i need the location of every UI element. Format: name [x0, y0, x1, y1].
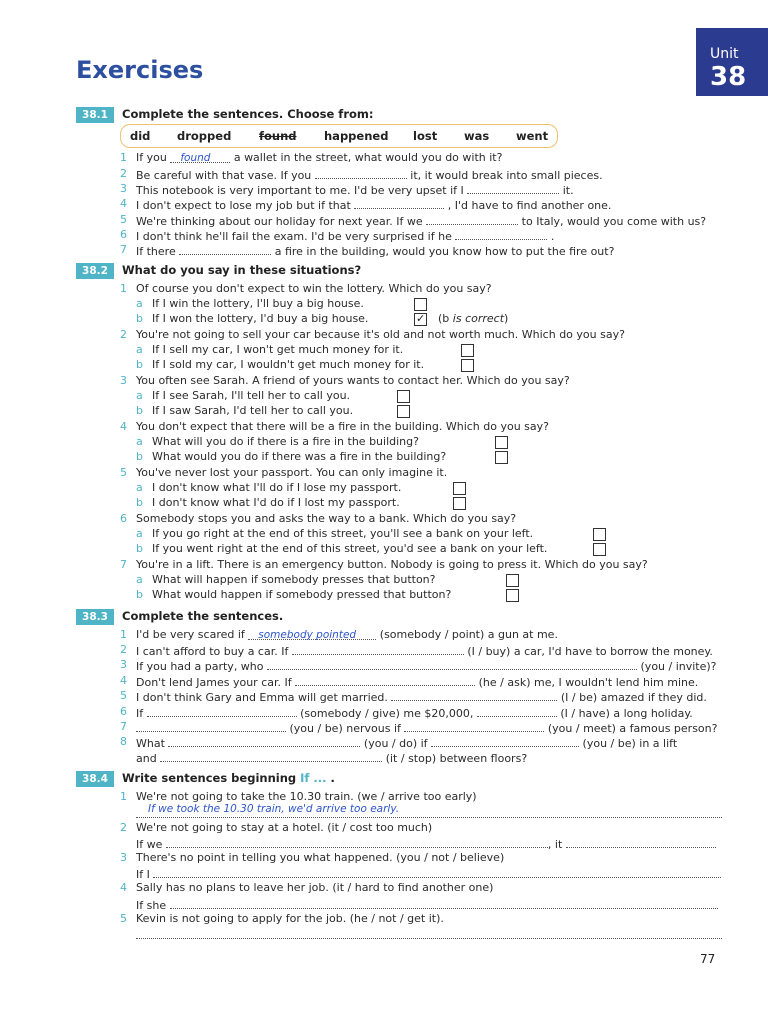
answer-blank[interactable] [160, 750, 382, 762]
option-letter: b [136, 450, 143, 463]
option-text: What will you do if there is a fire in the building? [152, 435, 419, 448]
item-text: If you [136, 151, 167, 164]
answer-checkbox[interactable] [453, 497, 466, 510]
section-badge: 38.3 [76, 609, 114, 625]
answer-line[interactable] [136, 930, 722, 939]
item-number: 2 [120, 328, 127, 341]
item-text: If [136, 707, 144, 720]
section-badge: 38.1 [76, 107, 114, 123]
item-text: it. [562, 184, 574, 197]
item-text: I don't expect to lose my job but if that [136, 199, 351, 212]
item-number: 2 [120, 167, 127, 180]
item-number: 5 [120, 689, 127, 702]
item-number: 7 [120, 243, 127, 256]
answer-blank[interactable] [153, 866, 721, 878]
option-text: What would happen if somebody pressed that button? [152, 588, 452, 601]
option-text: If I won the lottery, I'd buy a big house. [152, 312, 369, 325]
item-text: a fire in the building, would you know how to put the fire out? [274, 245, 615, 258]
item-number: 4 [120, 674, 127, 687]
item-text: I'd be very scared if [136, 628, 245, 641]
answer-blank[interactable] [315, 167, 407, 179]
item-number: 5 [120, 912, 127, 925]
answer-start: If we [136, 838, 163, 851]
answer-start: If she [136, 899, 167, 912]
item-text: We're not going to stay at a hotel. (it / cost too much) [136, 821, 433, 834]
item-text: Kevin is not going to apply for the job. (he / not / get it). [136, 912, 444, 925]
answer-note [438, 312, 508, 325]
answer-blank[interactable] [431, 735, 579, 747]
page-title: Exercises [76, 56, 204, 84]
item-text: There's no point in telling you what happened. (you / not / believe) [136, 851, 505, 864]
item-text: . [550, 230, 555, 243]
item-text: (he / ask) me, I wouldn't lend him mine. [478, 676, 699, 689]
item-text: (I / buy) a car, I'd have to borrow the money. [467, 645, 713, 658]
item-number: 4 [120, 420, 127, 433]
option-text: If I see Sarah, I'll tell her to call you. [152, 389, 351, 402]
item-text: a wallet in the street, what would you do with it? [233, 151, 503, 164]
option-letter: a [136, 435, 143, 448]
answer-checkbox[interactable] [495, 436, 508, 449]
unit-number: 38 [710, 62, 747, 92]
answer-blank[interactable] [354, 197, 444, 209]
item-number: 6 [120, 228, 127, 241]
item-text: You often see Sarah. A friend of yours wants to contact her. Which do you say? [136, 374, 570, 387]
choice-word: lost [413, 129, 438, 143]
section-title: Complete the sentences. Choose from: [122, 107, 374, 121]
answer-mid: , it [547, 838, 563, 851]
section-title: Write sentences beginning If ... . [122, 771, 335, 785]
answer-blank[interactable] [168, 735, 360, 747]
item-number: 1 [120, 628, 127, 641]
option-letter: a [136, 297, 143, 310]
item-text: Don't lend James your car. If [136, 676, 292, 689]
item-number: 3 [120, 658, 127, 671]
option-letter: b [136, 542, 143, 555]
answer-checkbox[interactable] [593, 543, 606, 556]
answer-blank[interactable] [267, 658, 637, 670]
answer-blank[interactable] [147, 705, 297, 717]
answer-blank[interactable] [477, 705, 557, 717]
item-text: If there [136, 245, 176, 258]
option-text: If I sell my car, I won't get much money for it. [152, 343, 404, 356]
answer-checkbox[interactable] [461, 344, 474, 357]
option-text: If you go right at the end of this street, you'll see a bank on your left. [152, 527, 534, 540]
item-number: 7 [120, 558, 127, 571]
answer-checkbox[interactable] [495, 451, 508, 464]
answer-line [136, 897, 718, 912]
answer-blank[interactable] [426, 213, 518, 225]
item-number: 5 [120, 213, 127, 226]
answer-blank[interactable] [248, 628, 376, 640]
item-text: (it / stop) between floors? [385, 752, 528, 765]
answer-checkbox[interactable] [397, 405, 410, 418]
answer-checkbox[interactable] [506, 574, 519, 587]
answer-blank[interactable] [170, 897, 718, 909]
item-number: 5 [120, 466, 127, 479]
option-letter: b [136, 312, 143, 325]
option-text: I don't know what I'll do if I lose my passport. [152, 481, 402, 494]
option-text: If I win the lottery, I'll buy a big house. [152, 297, 364, 310]
answer-line [136, 866, 721, 881]
handwritten-answer: If we took the 10.30 train, we'd arrive too early. [148, 803, 400, 815]
item-text: (you / be) nervous if [289, 722, 401, 735]
option-text: If I sold my car, I wouldn't get much money for it. [152, 358, 425, 371]
item-text: (you / be) in a lift [582, 737, 678, 750]
item-text: Be careful with that vase. If you [136, 169, 312, 182]
choice-word: was [464, 129, 490, 143]
item-number: 1 [120, 151, 127, 164]
unit-tab [696, 28, 768, 96]
item-text: You're not going to sell your car because it's old and not worth much. Which do you say? [136, 328, 625, 341]
item-text: I don't think Gary and Emma will get married. [136, 691, 388, 704]
item-number: 3 [120, 182, 127, 195]
section-title: What do you say in these situations? [122, 263, 362, 277]
choice-word: happened [324, 129, 389, 143]
option-letter: a [136, 343, 143, 356]
item-text: , I'd have to find another one. [447, 199, 612, 212]
handwritten-answer: somebody pointed [258, 629, 357, 641]
item-text: to Italy, would you come with us? [521, 215, 707, 228]
item-text: I can't afford to buy a car. If [136, 645, 289, 658]
handwritten-answer: found [180, 152, 211, 164]
item-number: 8 [120, 735, 127, 748]
option-text: What will happen if somebody presses that button? [152, 573, 436, 586]
item-number: 3 [120, 851, 127, 864]
answer-blank[interactable] [166, 836, 548, 848]
note-text: ) [504, 312, 509, 325]
word-choice-box [120, 124, 558, 148]
item-text: (you / invite)? [640, 660, 717, 673]
option-letter: b [136, 588, 143, 601]
option-text: I don't know what I'd do if I lost my passport. [152, 496, 400, 509]
answer-checkbox[interactable] [593, 528, 606, 541]
item-text: You're in a lift. There is an emergency button. Nobody is going to press it. Which do you say? [136, 558, 648, 571]
option-text: What would you do if there was a fire in the building? [152, 450, 447, 463]
item-text: You don't expect that there will be a fire in the building. Which do you say? [136, 420, 549, 433]
option-letter: a [136, 573, 143, 586]
answer-checkbox[interactable] [414, 313, 427, 326]
choice-word: dropped [177, 129, 232, 143]
item-number: 1 [120, 282, 127, 295]
section-badge: 38.4 [76, 771, 114, 787]
option-letter: b [136, 496, 143, 509]
answer-blank[interactable] [467, 182, 559, 194]
answer-blank[interactable] [404, 720, 544, 732]
note-text: (b [438, 312, 453, 325]
item-number: 7 [120, 720, 127, 733]
answer-blank[interactable] [179, 243, 271, 255]
option-letter: a [136, 527, 143, 540]
answer-start: If I [136, 868, 150, 881]
option-text: If you went right at the end of this street, you'd see a bank on your left. [152, 542, 548, 555]
item-number: 4 [120, 881, 127, 894]
answer-blank[interactable] [292, 643, 464, 655]
option-letter: b [136, 404, 143, 417]
choice-word: did [130, 129, 151, 143]
item-number: 3 [120, 374, 127, 387]
answer-checkbox[interactable] [461, 359, 474, 372]
answer-blank[interactable] [170, 151, 230, 163]
page-number: 77 [700, 952, 716, 966]
choice-word-struck: found [259, 129, 297, 143]
option-letter: a [136, 481, 143, 494]
check-mark-icon: ✓ [416, 312, 426, 325]
option-letter: b [136, 358, 143, 371]
item-text: (you / do) if [363, 737, 428, 750]
item-text: This notebook is very important to me. I'd be very upset if I [136, 184, 464, 197]
item-text: (you / meet) a famous person? [547, 722, 718, 735]
item-text: You've never lost your passport. You can only imagine it. [136, 466, 448, 479]
answer-blank[interactable] [566, 836, 716, 848]
answer-blank[interactable] [136, 720, 286, 732]
item-number: 6 [120, 705, 127, 718]
item-text: Somebody stops you and asks the way to a bank. Which do you say? [136, 512, 517, 525]
item-text: Of course you don't expect to win the lottery. Which do you say? [136, 282, 492, 295]
item-text: (I / be) amazed if they did. [560, 691, 707, 704]
option-letter: a [136, 389, 143, 402]
answer-line[interactable] [136, 805, 722, 818]
item-text: We're thinking about our holiday for next year. If we [136, 215, 423, 228]
item-number: 2 [120, 821, 127, 834]
section-title: Complete the sentences. [122, 609, 284, 623]
answer-line [136, 836, 716, 851]
item-text: I don't think he'll fail the exam. I'd be very surprised if he [136, 230, 452, 243]
item-text: (somebody / give) me $20,000, [300, 707, 474, 720]
answer-checkbox[interactable] [453, 482, 466, 495]
answer-blank[interactable] [391, 689, 557, 701]
item-number: 4 [120, 197, 127, 210]
note-italic: is correct [452, 312, 505, 325]
answer-blank[interactable] [295, 674, 475, 686]
item-number: 6 [120, 512, 127, 525]
item-text: Sally has no plans to leave her job. (it / hard to find another one) [136, 881, 494, 894]
item-number: 1 [120, 790, 127, 803]
item-text: (somebody / point) a gun at me. [379, 628, 558, 641]
item-text: If you had a party, who [136, 660, 264, 673]
item-text: What [136, 737, 165, 750]
answer-checkbox[interactable] [414, 298, 427, 311]
option-text: If I saw Sarah, I'd tell her to call you. [152, 404, 354, 417]
unit-label: Unit [710, 46, 739, 62]
item-text: (I / have) a long holiday. [560, 707, 693, 720]
choice-word: went [516, 129, 549, 143]
section-badge: 38.2 [76, 263, 114, 279]
item-text: and [136, 752, 157, 765]
item-text: We're not going to take the 10.30 train. (we / arrive too early) [136, 790, 477, 803]
item-number: 2 [120, 643, 127, 656]
answer-checkbox[interactable] [397, 390, 410, 403]
answer-blank[interactable] [455, 228, 547, 240]
answer-checkbox[interactable] [506, 589, 519, 602]
item-text: it, it would break into small pieces. [410, 169, 603, 182]
